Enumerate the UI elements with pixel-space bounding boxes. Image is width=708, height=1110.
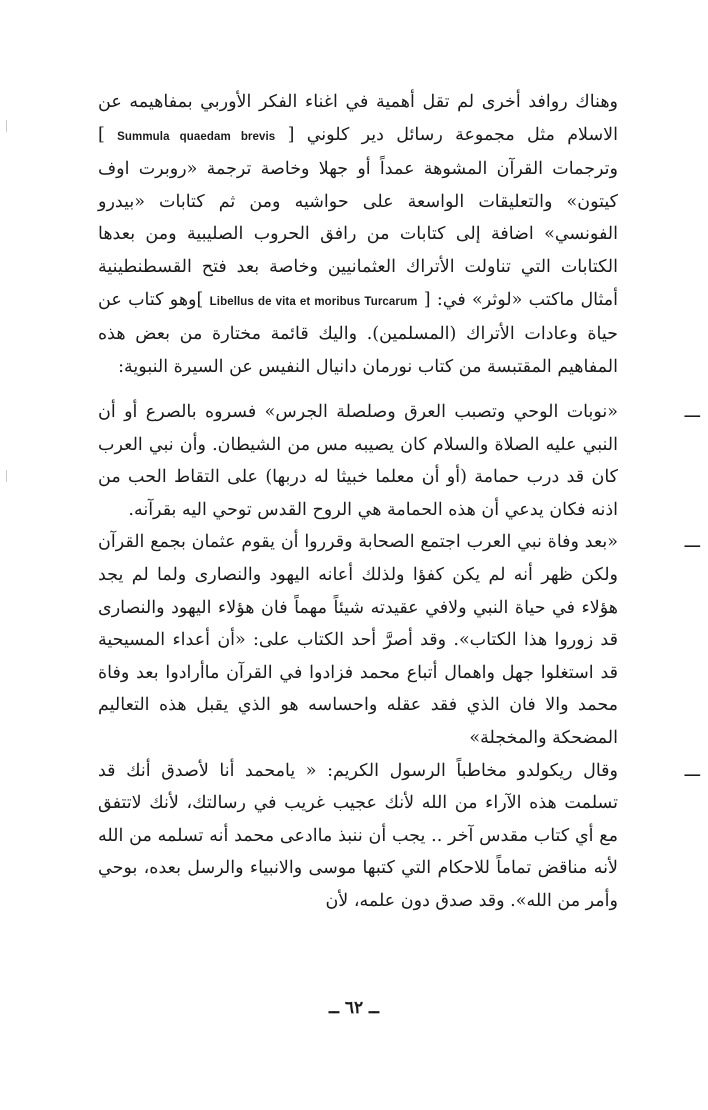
intro-paragraph-text (98, 86, 618, 383)
latin-title-libellus: Libellus de vita et moribus Turcarum (209, 295, 418, 308)
list-item (98, 396, 708, 526)
list-item (98, 526, 708, 754)
page-number: ــ ٦٢ ــ (328, 998, 380, 1018)
dash-bullet-icon: ـــ (684, 402, 700, 422)
scan-margin-mark (6, 470, 7, 482)
intro-text-part-2: ] وترجمات القرآن المشوهة عمداً أو جهلا وخاصة ترجمة «روبرت اوف كيتون» والتعليقات الواسعة على حواشيه ومن ثم كتابات «بيدرو الفونسي» اضافة إلى كتابات من رافق الحروب الصليبية ومن بعدها الكتابات التي تناولت الأتراك العثمانيين وخاصة بعد فتح القسطنطينية أمثال ماكتب «لوثر» في: [ (98, 124, 619, 310)
intro-text-part-3: ]وهو كتاب عن حياة وعادات الأتراك (المسلمين). واليك قائمة مختارة من بعض هذه المفاهيم المقتبسة من كتاب نورمان دانيال النفيس عن السيرة النبوية: (98, 289, 618, 377)
dash-bullet-icon: ـــ (684, 532, 700, 553)
scan-margin-mark (6, 120, 7, 132)
bullet-text: «نوبات الوحي وتصبب العرق وصلصلة الجرس» فسروه بالصرع أو أن النبي عليه الصلاة والسلام كان يصيبه مس من الشيطان. وأن نبي العرب كان قد درب حمامة (أو أن معلما خبيثا له دربها) على التقاط الحب من اذنه فكان يدعي أن هذه الحمامة هي الروح القدس توحي اليه بقرآنه. (98, 402, 618, 520)
latin-title-summula: Summula quaedam brevis (117, 130, 276, 143)
bullet-list (98, 396, 708, 918)
dash-bullet-icon: ـــ (684, 760, 700, 781)
intro-text-part-1: وهناك روافد أخرى لم تقل أهمية في اغناء الفكر الأوربي بمفاهيمه عن الاسلام مثل مجموعة رسائل دير كلوني [ (98, 92, 618, 145)
list-item (98, 755, 708, 918)
intro-paragraph (98, 86, 618, 383)
bullet-text: «بعد وفاة نبي العرب اجتمع الصحابة وقرروا أن يقوم عثمان بجمع القرآن ولكن ظهر أنه لم يكن كفؤا ولذلك أعانه اليهود والنصارى ولما لم يجد هؤلاء في حياة النبي ولافي عقيدته شيئاً مهماً فان هؤلاء اليهود والنصارى قد زوروا هذا الكتاب». وقد أصرَّ أحد الكتاب على: «أن أعداء المسيحية قد استغلوا جهل واهمال أتباع محمد فزادوا في القرآن ماأرادوا بعد وفاة محمد والا فان الذي فقد عقله واحساسه هو الذي يقبل هذه التعاليم المضحكة والمخجلة» (98, 532, 618, 748)
bullet-text: وقال ريكولدو مخاطباً الرسول الكريم: « يامحمد أنا لأصدق أنك قد تسلمت هذه الآراء من الله لأنك عجيب غريب في رسالتك، لأنك لاتتفق مع أي كتاب مقدس آخر .. يجب أن ننبذ ماادعى محمد أنه تسلمه من الله لأنه مناقض تماماً للاحكام التي كتبها موسى والانبياء والرسل بعده، بوحي وأمر من الله». وقد صدق دون علمه، لأن (98, 760, 618, 911)
